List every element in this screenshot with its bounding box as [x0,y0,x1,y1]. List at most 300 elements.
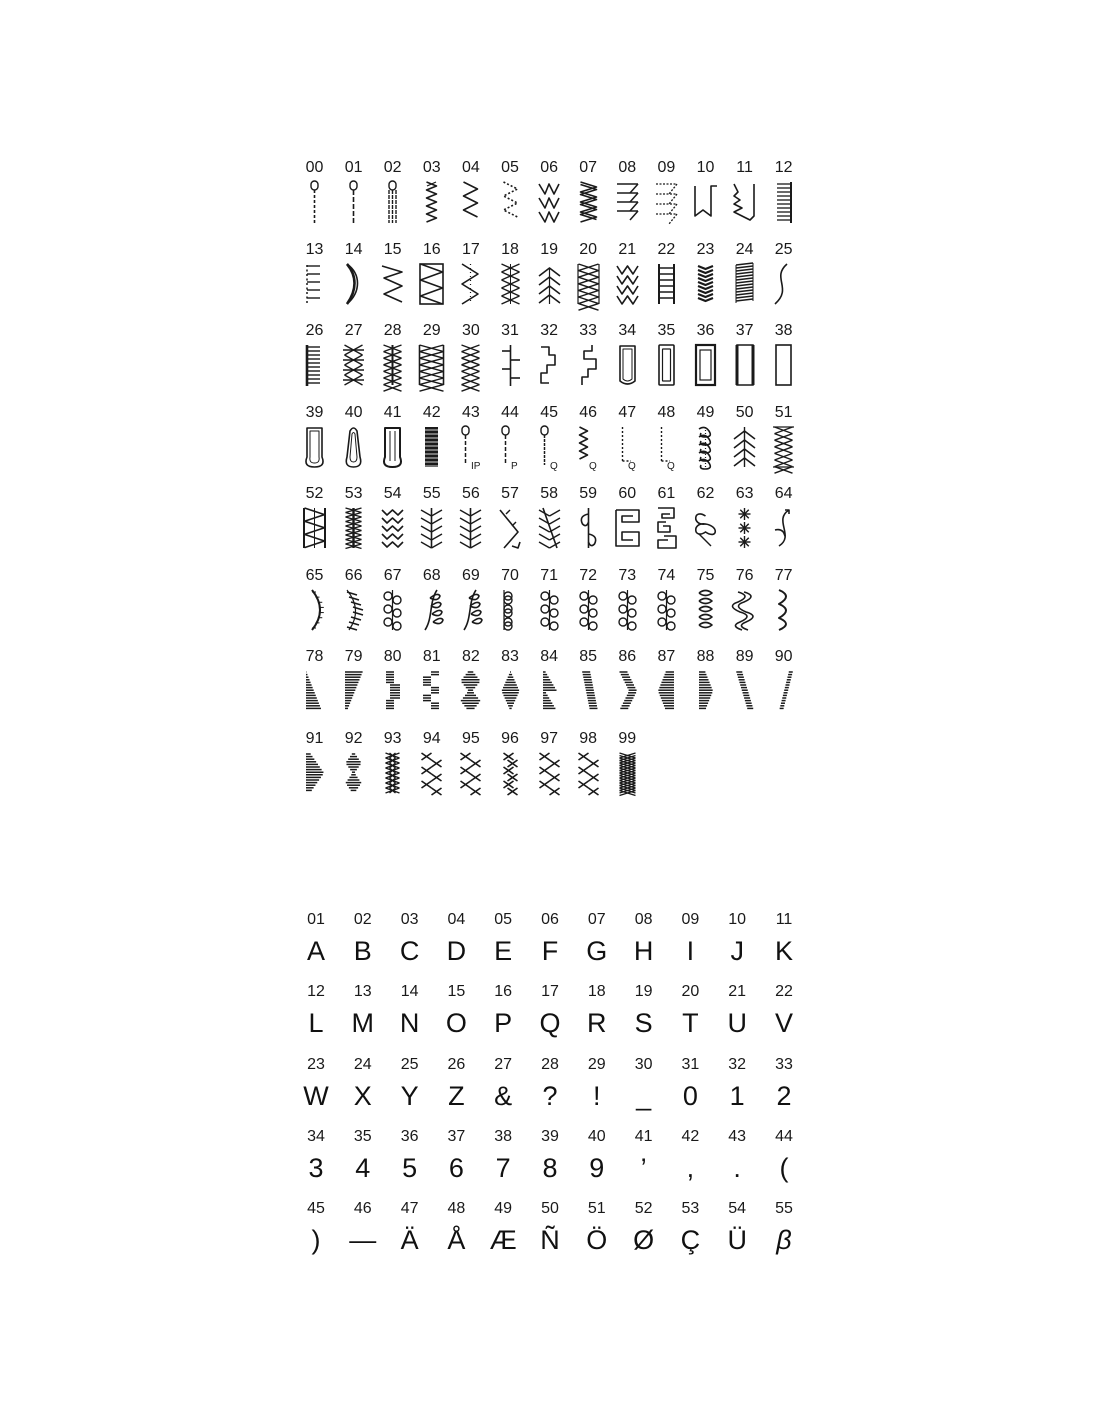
character-number: 07 [587,911,606,928]
stitch-pattern-number: 15 [383,240,402,258]
character-number: 46 [353,1200,372,1218]
character-number: 12 [307,983,325,1001]
stitch-pattern-icon [572,180,605,224]
stitch-pattern-icon [650,180,683,224]
stitch-pattern-chart [295,158,805,808]
character-glyph: 6 [448,1152,464,1183]
stitch-pattern-number: 24 [735,240,754,258]
stitch-pattern-icon [454,751,487,795]
stitch-pattern-item [725,403,764,483]
character-glyph: X [353,1080,372,1111]
stitch-pattern-number: 92 [344,729,363,747]
stitch-pattern-icon [376,588,409,632]
stitch-pattern-icon [494,751,527,795]
character-item [714,1199,760,1271]
stitch-pattern-item [412,240,451,320]
character-glyph: Æ [489,1225,517,1256]
character-number: 10 [728,911,747,928]
stitch-pattern-item [530,647,569,727]
stitch-pattern-number: 30 [461,322,480,339]
stitch-pattern-icon [494,425,527,472]
stitch-pattern-item [530,240,569,320]
character-number: 52 [634,1200,653,1218]
stitch-pattern-number: 69 [461,566,480,584]
stitch-pattern-item [725,158,764,238]
stitch-foot-letter: IP [471,460,481,472]
stitch-pattern-icon [767,425,800,469]
stitch-pattern-icon [728,343,761,387]
stitch-pattern-icon [533,588,566,632]
stitch-pattern-number: 18 [501,240,519,258]
stitch-pattern-number: 31 [501,322,519,339]
stitch-pattern-number: 37 [735,322,754,339]
stitch-pattern-item [608,403,647,483]
stitch-pattern-icon [337,425,370,469]
stitch-pattern-icon [572,751,605,795]
character-item [574,910,620,982]
character-item [621,1199,667,1271]
character-glyph: ’ [640,1152,647,1183]
character-item [574,982,620,1054]
stitch-pattern-item [334,158,373,238]
stitch-pattern-icon [337,588,370,632]
stitch-pattern-item [373,729,412,809]
stitch-pattern-number: 50 [735,403,754,421]
stitch-pattern-item [608,729,647,809]
stitch-pattern-item [412,484,451,564]
stitch-foot-letter: Q [666,460,675,472]
character-item [667,1055,713,1127]
stitch-pattern-item [491,647,530,727]
stitch-pattern-icon [650,343,683,387]
character-glyph: 7 [495,1152,511,1183]
character-item [527,982,573,1054]
stitch-pattern-item [686,321,725,401]
stitch-pattern-number: 71 [540,566,558,584]
character-number: 55 [775,1200,793,1218]
stitch-pattern-icon [494,506,527,550]
character-number: 39 [541,1127,559,1145]
stitch-pattern-item [686,647,725,727]
character-item [621,982,667,1054]
stitch-pattern-number: 44 [501,403,519,421]
character-glyph: 5 [402,1152,418,1183]
stitch-pattern-icon [454,262,487,306]
character-item [574,1127,620,1199]
stitch-pattern-icon [494,180,527,224]
stitch-pattern-number: 83 [501,648,519,665]
stitch-pattern-item [373,403,412,483]
stitch-pattern-item [334,321,373,401]
stitch-pattern-number: 63 [735,485,754,502]
stitch-pattern-icon [337,180,370,224]
stitch-pattern-number: 97 [540,729,558,747]
stitch-pattern-icon [454,343,487,387]
stitch-pattern-item [569,566,608,646]
character-item [293,910,339,982]
stitch-pattern-icon [611,343,644,387]
stitch-pattern-item [725,484,764,564]
stitch-pattern-number: 22 [657,240,676,258]
stitch-pattern-icon [767,343,800,387]
stitch-pattern-number: 39 [305,403,324,421]
stitch-pattern-icon [376,751,409,795]
stitch-pattern-number: 21 [618,240,637,258]
stitch-pattern-number: 57 [501,485,519,502]
stitch-pattern-number: 43 [461,403,480,421]
stitch-pattern-number: 27 [344,322,363,339]
stitch-pattern-icon [298,669,331,713]
stitch-pattern-number: 07 [579,159,598,176]
stitch-pattern-icon [689,343,722,387]
character-item [761,982,807,1054]
character-number: 53 [681,1200,700,1218]
stitch-pattern-icon [650,425,683,472]
character-item [433,1055,479,1127]
stitch-pattern-item [764,647,803,727]
character-number: 31 [681,1055,700,1073]
stitch-pattern-item [334,729,373,809]
stitch-pattern-icon [415,588,448,632]
character-item [761,1127,807,1199]
character-item [387,910,433,982]
character-number: 40 [587,1127,606,1145]
stitch-pattern-item [334,566,373,646]
stitch-pattern-icon [728,262,761,306]
character-item [387,1127,433,1199]
stitch-pattern-number: 20 [579,240,598,258]
character-number: 15 [447,983,466,1001]
stitch-pattern-number: 10 [696,159,715,176]
stitch-pattern-item [334,240,373,320]
stitch-pattern-number: 36 [696,322,715,339]
stitch-pattern-number: 64 [774,485,793,502]
stitch-pattern-item [686,158,725,238]
stitch-pattern-number: 48 [657,403,676,421]
stitch-foot-letter: Q [549,460,558,472]
stitch-pattern-icon [454,588,487,632]
stitch-pattern-icon [533,425,566,472]
character-item [527,1199,573,1271]
character-item [527,1055,573,1127]
character-glyph: Å [447,1225,466,1256]
stitch-pattern-icon [533,506,566,550]
stitch-pattern-item [725,240,764,320]
stitch-pattern-number: 95 [461,729,480,747]
stitch-pattern-icon [689,425,722,469]
character-item [714,1055,760,1127]
character-glyph: D [446,936,467,966]
stitch-pattern-item [569,403,608,483]
stitch-pattern-item [569,484,608,564]
character-glyph: ( [779,1152,789,1183]
stitch-pattern-icon [415,343,448,387]
character-glyph: & [494,1080,513,1111]
character-number: 05 [494,911,513,928]
character-number: 14 [400,983,419,1001]
stitch-pattern-item [491,240,530,320]
character-number: 48 [447,1200,466,1218]
stitch-pattern-item [295,158,334,238]
character-item [387,1199,433,1271]
stitch-pattern-item [647,403,686,483]
character-glyph: Ö [586,1225,608,1256]
stitch-pattern-number: 93 [383,729,402,747]
character-glyph: W [303,1080,329,1111]
character-number: 16 [494,983,513,1001]
stitch-pattern-item [608,158,647,238]
stitch-pattern-item [373,321,412,401]
character-glyph: F [541,936,559,966]
stitch-pattern-item [412,403,451,483]
stitch-pattern-number: 75 [696,566,715,584]
stitch-pattern-item [491,484,530,564]
stitch-pattern-item [686,240,725,320]
character-glyph: J [730,936,744,966]
stitch-pattern-number: 84 [540,648,558,665]
stitch-foot-letter: P [510,460,518,472]
stitch-pattern-item [412,729,451,809]
stitch-pattern-icon [415,751,448,795]
character-number: 04 [447,911,466,928]
stitch-pattern-item [764,321,803,401]
stitch-pattern-icon [337,343,370,387]
stitch-pattern-number: 11 [736,159,753,176]
stitch-pattern-item [530,321,569,401]
stitch-pattern-number: 23 [696,240,715,258]
stitch-pattern-item [373,484,412,564]
stitch-pattern-icon [376,425,409,469]
character-glyph: A [306,936,325,966]
character-item [761,910,807,982]
stitch-pattern-item [530,566,569,646]
stitch-pattern-item [686,403,725,483]
character-number: 38 [494,1127,513,1145]
stitch-pattern-icon [298,425,331,469]
character-number: 45 [307,1200,325,1218]
stitch-pattern-item [764,240,803,320]
stitch-pattern-number: 89 [735,648,754,665]
character-item [714,1127,760,1199]
stitch-pattern-icon [298,751,331,795]
character-glyph: ) [311,1225,321,1256]
stitch-pattern-item [373,158,412,238]
stitch-pattern-item [647,566,686,646]
stitch-pattern-item [451,240,490,320]
stitch-pattern-number: 41 [383,403,402,421]
stitch-pattern-number: 72 [579,566,598,584]
stitch-pattern-number: 55 [422,485,441,502]
stitch-pattern-item [491,729,530,809]
stitch-pattern-item [373,240,412,320]
stitch-pattern-number: 59 [579,485,598,502]
character-number: 51 [587,1200,606,1218]
character-glyph: _ [636,1080,652,1111]
stitch-pattern-icon [611,180,644,224]
stitch-pattern-icon [376,180,409,224]
character-glyph: 4 [355,1152,371,1183]
stitch-pattern-number: 66 [344,566,363,584]
stitch-pattern-icon [572,425,605,472]
stitch-pattern-number: 65 [305,566,324,584]
stitch-pattern-number: 42 [422,403,441,421]
stitch-pattern-number: 47 [618,403,637,421]
character-item [433,982,479,1054]
stitch-pattern-number: 68 [422,566,441,584]
stitch-pattern-icon [454,669,487,713]
character-item [667,1127,713,1199]
stitch-pattern-number: 19 [540,240,558,258]
character-item [293,982,339,1054]
character-number: 01 [307,911,325,928]
stitch-pattern-item [608,484,647,564]
stitch-pattern-item [608,240,647,320]
character-chart [293,910,808,1270]
stitch-pattern-number: 70 [501,566,519,584]
stitch-pattern-number: 61 [657,485,676,502]
character-glyph: ! [593,1080,601,1111]
stitch-pattern-number: 82 [461,648,480,665]
stitch-pattern-icon [376,343,409,387]
character-number: 08 [634,911,653,928]
stitch-pattern-icon [337,751,370,795]
character-item [621,1127,667,1199]
character-glyph: Ä [400,1225,419,1256]
character-item [293,1199,339,1271]
character-glyph: Q [539,1008,561,1039]
character-item [574,1055,620,1127]
character-item [340,1055,386,1127]
character-number: 33 [775,1055,793,1073]
character-item [480,1127,526,1199]
stitch-pattern-item [608,566,647,646]
stitch-pattern-icon [611,588,644,632]
character-glyph: — [349,1225,377,1256]
stitch-pattern-number: 98 [579,729,598,747]
character-glyph: K [774,936,793,966]
character-number: 29 [587,1055,606,1073]
stitch-pattern-item [451,484,490,564]
stitch-pattern-number: 78 [305,648,324,665]
stitch-pattern-item [530,403,569,483]
stitch-pattern-item [334,484,373,564]
character-item [387,982,433,1054]
stitch-pattern-number: 62 [696,485,715,502]
stitch-pattern-item [295,240,334,320]
character-number: 44 [775,1127,793,1145]
stitch-pattern-item [491,566,530,646]
character-glyph: 2 [776,1080,792,1111]
stitch-pattern-item [530,729,569,809]
stitch-pattern-icon [572,343,605,387]
stitch-pattern-number: 08 [618,159,637,176]
character-item [340,910,386,982]
stitch-pattern-item [569,321,608,401]
stitch-pattern-item [373,647,412,727]
character-item [761,1199,807,1271]
stitch-pattern-item [647,240,686,320]
stitch-pattern-number: 06 [540,159,558,176]
character-number: 28 [541,1055,559,1073]
stitch-pattern-icon [767,669,800,713]
stitch-pattern-icon [728,180,761,224]
stitch-pattern-number: 29 [422,322,441,339]
stitch-pattern-icon [572,262,605,306]
character-number: 06 [541,911,559,928]
character-number: 11 [775,911,793,928]
stitch-pattern-icon [376,506,409,550]
stitch-pattern-number: 32 [540,322,558,339]
character-glyph: , [686,1152,695,1183]
stitch-pattern-number: 01 [344,159,363,176]
character-item [714,982,760,1054]
stitch-pattern-number: 73 [618,566,637,584]
stitch-pattern-item [295,729,334,809]
character-glyph: U [727,1008,747,1039]
stitch-pattern-icon [415,262,448,306]
character-glyph: 3 [308,1152,324,1183]
stitch-pattern-number: 99 [618,729,637,747]
character-glyph: Ø [633,1225,655,1256]
stitch-pattern-number: 87 [657,648,676,665]
stitch-pattern-icon [650,262,683,306]
stitch-pattern-item [764,566,803,646]
stitch-pattern-icon [494,588,527,632]
character-number: 42 [681,1127,700,1145]
character-item [480,982,526,1054]
stitch-pattern-number: 77 [774,566,793,584]
stitch-pattern-item [647,158,686,238]
stitch-pattern-number: 13 [305,240,324,258]
stitch-pattern-icon [767,262,800,306]
character-glyph: M [351,1008,375,1039]
character-number: 49 [494,1200,513,1218]
stitch-pattern-icon [298,262,331,306]
stitch-pattern-icon [728,425,761,469]
stitch-pattern-item [530,484,569,564]
character-glyph: P [494,1008,513,1039]
stitch-pattern-number: 28 [383,322,402,339]
stitch-pattern-icon [298,343,331,387]
character-number: 03 [400,911,419,928]
character-glyph: Ñ [540,1225,560,1256]
character-number: 30 [634,1055,653,1073]
stitch-pattern-item [725,566,764,646]
stitch-pattern-icon [650,669,683,713]
character-number: 02 [353,911,372,928]
stitch-pattern-icon [611,751,644,795]
stitch-pattern-icon [337,262,370,306]
stitch-pattern-number: 90 [774,648,793,665]
stitch-pattern-item [647,484,686,564]
stitch-pattern-item [451,158,490,238]
stitch-pattern-item [334,403,373,483]
character-item [433,1127,479,1199]
stitch-pattern-icon [533,751,566,795]
stitch-pattern-number: 40 [344,403,363,421]
stitch-pattern-icon [533,343,566,387]
stitch-pattern-item [725,647,764,727]
stitch-pattern-number: 91 [305,729,324,747]
stitch-pattern-item [295,484,334,564]
stitch-pattern-icon [650,506,683,550]
stitch-pattern-icon [650,588,683,632]
stitch-pattern-number: 52 [305,485,324,502]
stitch-pattern-icon [572,588,605,632]
stitch-pattern-item [491,403,530,483]
character-item [340,982,386,1054]
character-item [761,1055,807,1127]
